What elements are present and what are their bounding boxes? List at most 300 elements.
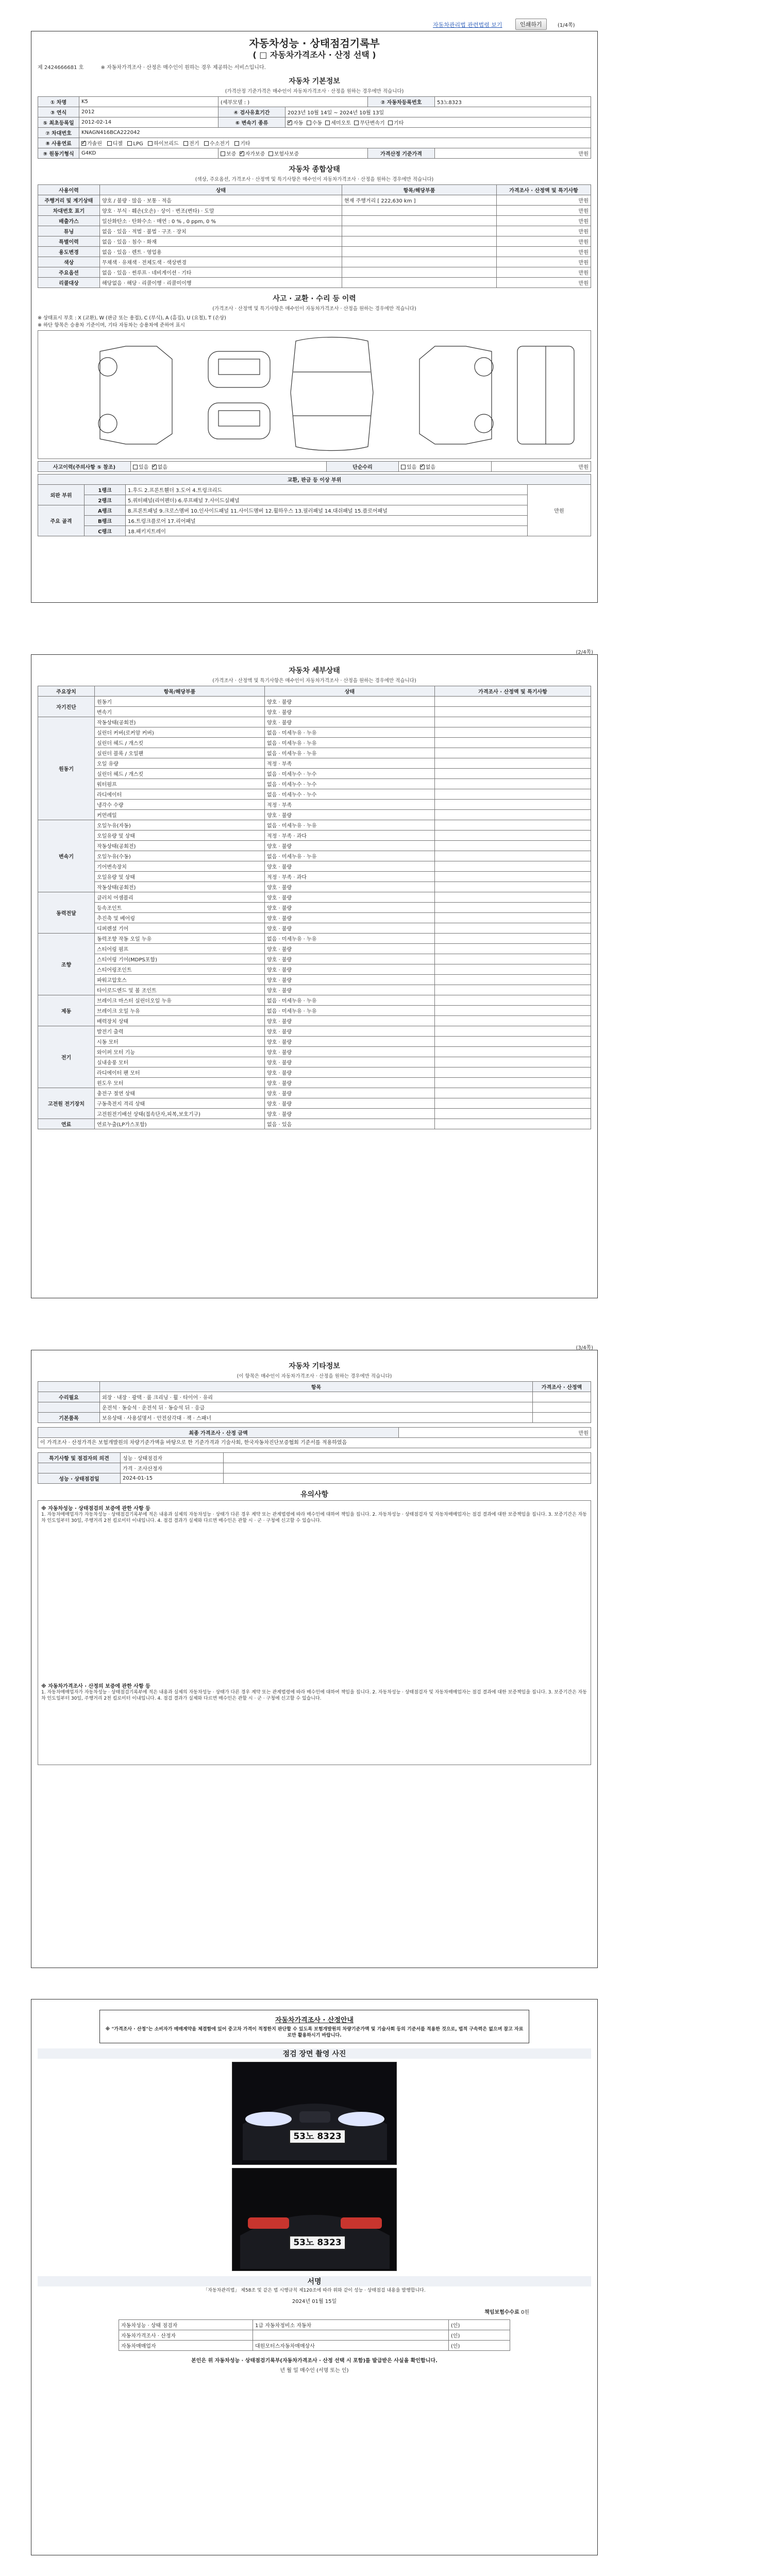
rankA-items: 8.프론트패널 9.크로스멤버 10.인사이드패널 11.사이드멤버 12.휠하우스 13.필러패널 14.대쉬패널 15.플로어패널 bbox=[126, 505, 528, 515]
detail-row bbox=[38, 934, 591, 944]
rankB-items: 16.트렁크플로어 17.리어패널 bbox=[126, 515, 528, 526]
detail-row bbox=[38, 820, 591, 831]
detail-item-label: 오일유량 및 상태 bbox=[95, 872, 265, 882]
inspect-date-label: 성능 · 상태점검일 bbox=[38, 1473, 121, 1484]
detail-item-price bbox=[435, 913, 591, 923]
detail-item-label: 오일 유량 bbox=[95, 758, 265, 769]
detail-row bbox=[38, 1067, 591, 1078]
detail-group-label: 연료 bbox=[38, 1119, 95, 1129]
status-table bbox=[38, 184, 591, 288]
remarks-heading: 유의사항 bbox=[300, 1490, 329, 1499]
fee-value: 0원 bbox=[520, 2310, 529, 2316]
detail-item-state: 없음 · 미세누유 · 누유 bbox=[265, 1006, 435, 1016]
detail-row bbox=[38, 903, 591, 913]
detail-item-state: 양호 · 불량 bbox=[265, 1057, 435, 1067]
detail-item-price bbox=[435, 995, 591, 1006]
car-rear-image bbox=[232, 2168, 397, 2271]
detail-item-price bbox=[435, 727, 591, 738]
status-row: 주행거리 및 계기상태 양호 / 불량 · 많음 · 보통 · 적음 현재 주행거리 [ 222,630 km ] 만원 bbox=[38, 195, 591, 205]
detail-row bbox=[38, 1006, 591, 1016]
inspector-label: 성능 · 상태점검자 bbox=[121, 1453, 224, 1463]
value-insp: 2023년 10월 14일 ~ 2024년 10월 13일 bbox=[285, 107, 591, 117]
detail-item-price bbox=[435, 748, 591, 758]
status-heading: 자동차 종합상태 bbox=[289, 165, 340, 174]
detail-item-label: 파워고압호스 bbox=[95, 975, 265, 985]
detail-row bbox=[38, 1016, 591, 1026]
detail-head-2: 상태 bbox=[265, 686, 435, 697]
other-row: 운전석 · 동승석 · 운전석 뒤 · 동승석 뒤 · 응급 bbox=[38, 1402, 591, 1413]
detail-row bbox=[38, 748, 591, 758]
detail-item-price bbox=[435, 1006, 591, 1016]
fuel-etc-check[interactable] bbox=[234, 141, 239, 146]
inspect-date-value: 2024-01-15 bbox=[121, 1473, 224, 1484]
status-row: 차대번호 표기 양호 · 부식 · 훼손(오손) · 상이 · 변조(변타) · 도말 만원 bbox=[38, 205, 591, 215]
detail-row bbox=[38, 1026, 591, 1037]
other-head-item: 항목 bbox=[100, 1382, 533, 1392]
detail-item-label: 커먼레일 bbox=[95, 810, 265, 820]
value-vin: KNAGN416BCA222042 bbox=[79, 127, 591, 138]
fuel-electric-check[interactable] bbox=[183, 141, 188, 146]
front-photo bbox=[232, 2062, 397, 2165]
detail-item-state: 없음 · 미세누수 · 누수 bbox=[265, 779, 435, 789]
page-1-sheet bbox=[31, 31, 598, 603]
final-price-note: 이 가격조사 · 산정가격은 보험개발원의 차량기준가액을 바탕으로 한 기준가격과 기술사회, 한국자동차진단보증협회 기준서를 적용하였음 bbox=[38, 1438, 591, 1448]
detail-item-state: 양호 · 불량 bbox=[265, 1047, 435, 1057]
basic-info-note: (가격산정 기준가격은 매수인이 자동차가격조사 · 산정을 원하는 경우에만 적습니다) bbox=[225, 88, 404, 94]
rankC-label: C랭크 bbox=[85, 526, 126, 536]
simple-repair-label: 단순수리 bbox=[327, 461, 399, 471]
label-plate: ② 자동차등록번호 bbox=[368, 96, 435, 107]
detail-item-state: 없음 · 있음 bbox=[265, 1119, 435, 1129]
frame-head: 교환, 판금 등 이상 부위 bbox=[38, 474, 591, 484]
label-year: ③ 연식 bbox=[38, 107, 79, 117]
signer-row: 자동차성능 · 상태 점검자 1급 자동차정비소 자동차 (인) bbox=[119, 2320, 510, 2330]
detail-item-price bbox=[435, 944, 591, 954]
detail-item-price bbox=[435, 1057, 591, 1067]
detail-row bbox=[38, 1037, 591, 1047]
other-info-heading: 자동차 기타정보 bbox=[289, 1362, 340, 1370]
detail-item-price bbox=[435, 1037, 591, 1047]
main-frame-label: 주요 골격 bbox=[38, 505, 85, 536]
detail-item-label: 변속기 bbox=[95, 707, 265, 717]
detail-item-state: 양호 · 불량 bbox=[265, 1037, 435, 1047]
accident-legend-2: ※ 하단 항목은 승용차 기준이며, 기타 자동차는 승용차에 준하여 표시 bbox=[38, 322, 185, 328]
repair-no-check[interactable] bbox=[420, 465, 425, 469]
detail-row bbox=[38, 1047, 591, 1057]
detail-head-0: 주요장치 bbox=[38, 686, 95, 697]
detail-group-label: 동력전달 bbox=[38, 892, 95, 934]
detail-item-label: 추진축 및 베어링 bbox=[95, 913, 265, 923]
detail-item-price bbox=[435, 800, 591, 810]
fuel-gasoline-check[interactable] bbox=[81, 141, 86, 146]
buyer-confirm-text: 본인은 위 자동차성능 · 상태점검기록부(자동차가격조사 · 산정 선택 시 포함)를 발급받은 사실을 확인합니다. bbox=[191, 2358, 438, 2364]
status-head-0: 사용이력 bbox=[38, 184, 100, 195]
detail-row bbox=[38, 800, 591, 810]
detail-item-price bbox=[435, 841, 591, 851]
signature-heading: 서명 bbox=[38, 2276, 591, 2286]
top-note: ※ 자동차가격조사 · 산정은 매수인이 원하는 경우 제공하는 서비스입니다. bbox=[100, 64, 266, 71]
simple-repair-value: 있음 ✓ 없음 bbox=[399, 461, 492, 471]
label-trans: ⑥ 변속기 종류 bbox=[219, 117, 285, 127]
other-head-price: 가격조사 · 산정액 bbox=[533, 1382, 591, 1392]
other-row: 수리필요 외장 · 내장 · 광택 · 룸 크리닝 · 휠 · 타이어 · 유리 bbox=[38, 1392, 591, 1402]
accident-legend: ※ 상태표시 부호 : X (교환), W (판금 또는 용접), C (부식), A (흠집), U (요철), T (손상) bbox=[38, 315, 226, 321]
detail-item-label: 냉각수 수량 bbox=[95, 800, 265, 810]
detail-row bbox=[38, 727, 591, 738]
value-fuel: ✓ 가솔린 디젤 LPG 하이브리드 전기 수소전기 기타 bbox=[79, 138, 591, 148]
detail-item-state: 양호 · 불량 bbox=[265, 1088, 435, 1098]
label-insp: ④ 검사유효기간 bbox=[219, 107, 285, 117]
detail-item-state: 양호 · 불량 bbox=[265, 841, 435, 851]
detail-item-price bbox=[435, 1047, 591, 1057]
detail-item-price bbox=[435, 1088, 591, 1098]
detail-item-label: 스티어링 기어(MDPS포함) bbox=[95, 954, 265, 964]
trans-cvt-check[interactable] bbox=[354, 121, 359, 125]
status-row: 배출가스 일산화탄소 · 탄화수소 · 매연 : 0 % , 0 ppm, 0 % 만원 bbox=[38, 215, 591, 226]
car-front-image bbox=[232, 2062, 397, 2165]
status-note: (색상, 주요옵션, 가격조사 · 산정액 및 특기사항은 매수인이 자동차가격조사 · 산정을 원하는 경우에만 적습니다) bbox=[195, 176, 434, 182]
detail-item-state: 양호 · 불량 bbox=[265, 810, 435, 820]
detail-row bbox=[38, 944, 591, 954]
detail-item-label: 스티어링 펌프 bbox=[95, 944, 265, 954]
detail-item-price bbox=[435, 831, 591, 841]
detail-row bbox=[38, 985, 591, 995]
detail-item-label: 실린더 헤드 / 개스킷 bbox=[95, 769, 265, 779]
rank1-label: 1랭크 bbox=[85, 484, 126, 495]
status-row: 색상 무채색 · 유채색 · 전체도색 · 색상변경 만원 bbox=[38, 257, 591, 267]
detail-item-label: 브레이크 오일 누유 bbox=[95, 1006, 265, 1016]
rankA-label: A랭크 bbox=[85, 505, 126, 515]
detail-row bbox=[38, 697, 591, 707]
detail-item-label: 발전기 출력 bbox=[95, 1026, 265, 1037]
value-first-reg: 2012-02-14 bbox=[79, 117, 219, 127]
detail-item-state: 없음 · 미세누유 · 누유 bbox=[265, 995, 435, 1006]
detail-item-price bbox=[435, 923, 591, 934]
detail-item-label: 디퍼렌셜 기어 bbox=[95, 923, 265, 934]
detail-item-state: 양호 · 불량 bbox=[265, 861, 435, 872]
doc-number: 제 2424666681 호 bbox=[38, 64, 84, 71]
detail-item-state: 없음 · 미세누유 · 누유 bbox=[265, 851, 435, 861]
remarks-a-title: ※ 자동차성능 · 상태점검의 보증에 관한 사항 등 bbox=[41, 1506, 150, 1512]
detail-item-label: 클러치 어셈블리 bbox=[95, 892, 265, 903]
label-engine: ⑨ 원동기형식 bbox=[38, 148, 79, 158]
warranty-insurer-check[interactable] bbox=[268, 151, 273, 156]
page-title: 자동차성능 · 상태점검기록부 bbox=[249, 37, 380, 49]
label-first-reg: ⑤ 최초등록일 bbox=[38, 117, 79, 127]
detail-item-state: 없음 · 미세누유 · 누유 bbox=[265, 748, 435, 758]
detail-item-price bbox=[435, 964, 591, 975]
page-3-sheet bbox=[31, 1345, 598, 1968]
detail-item-state: 양호 · 불량 bbox=[265, 707, 435, 717]
fuel-hybrid-check[interactable] bbox=[148, 141, 153, 146]
detail-note: (가격조사 · 산정액 및 특기사항은 매수인이 자동차가격조사 · 산정을 원하는 경우에만 적습니다) bbox=[212, 678, 416, 684]
detail-row bbox=[38, 872, 591, 882]
fuel-diesel-check[interactable] bbox=[107, 141, 112, 146]
frame-unit: 만원 bbox=[528, 484, 591, 536]
detail-item-label: 작동상태(공회전) bbox=[95, 841, 265, 851]
detail-group-label: 조향 bbox=[38, 934, 95, 995]
status-head-1: 상태 bbox=[100, 184, 342, 195]
detail-item-state: 양호 · 불량 bbox=[265, 1016, 435, 1026]
detail-item-label: 배력장치 상태 bbox=[95, 1016, 265, 1026]
front-plate: 53노 8323 bbox=[289, 2129, 346, 2144]
detail-item-price bbox=[435, 892, 591, 903]
page-number-2: (2/4쪽) bbox=[576, 650, 593, 655]
detail-item-label: 원동기 bbox=[95, 697, 265, 707]
detail-item-price bbox=[435, 1067, 591, 1078]
final-price-table bbox=[38, 1427, 591, 1448]
detail-row bbox=[38, 707, 591, 717]
detail-item-price bbox=[435, 934, 591, 944]
detail-row bbox=[38, 738, 591, 748]
accident-history-value: 있음 ✓ 없음 bbox=[131, 461, 327, 471]
detail-item-price bbox=[435, 769, 591, 779]
detail-item-state: 양호 · 불량 bbox=[265, 882, 435, 892]
status-head-2: 항목/해당부품 bbox=[342, 184, 497, 195]
detail-item-state: 적정 · 부족 · 과다 bbox=[265, 831, 435, 841]
detail-item-state: 양호 · 불량 bbox=[265, 1109, 435, 1119]
detail-item-label: 타이로드엔드 및 볼 조인트 bbox=[95, 985, 265, 995]
detail-group-label: 자기진단 bbox=[38, 697, 95, 717]
detail-item-price bbox=[435, 717, 591, 727]
detail-item-label: 워터펌프 bbox=[95, 779, 265, 789]
detail-item-label: 라디에이터 bbox=[95, 789, 265, 800]
detail-item-price bbox=[435, 820, 591, 831]
price-guide-text: ※ "가격조사 · 산정"는 소비자가 매매계약을 체결함에 있어 중고차 가격이 적정한지 판단할 수 있도록 보험개발원의 차량기준가액 및 기술사회 등의 기준서를 적용한 것으로, 법적 구속력은 없으며 참고 자료로만 활용하시기 바랍니다. bbox=[105, 2027, 524, 2039]
detail-item-state: 양호 · 불량 bbox=[265, 913, 435, 923]
value-trans: ✓ 자동 수동 세미오토 무단변속기 기타 bbox=[285, 117, 591, 127]
detail-item-label: 실내송풍 모터 bbox=[95, 1057, 265, 1067]
detail-group-label: 원동기 bbox=[38, 717, 95, 820]
signature-text: 「자동차관리법」 제58조 및 같은 법 시행규칙 제120조에 따라 위와 같이 성능 · 상태점검 내용을 발행합니다. bbox=[203, 2288, 426, 2294]
outer-panel-label: 외판 부위 bbox=[38, 484, 85, 505]
fuel-hydrogen-check[interactable] bbox=[204, 141, 209, 146]
detail-item-label: 고전원전기배선 상태(접속단자,피복,보호기구) bbox=[95, 1109, 265, 1119]
detail-group-label: 변속기 bbox=[38, 820, 95, 892]
status-row: 리콜대상 해당없음 · 해당 · 리콜이행 · 리콜미이행 만원 bbox=[38, 277, 591, 287]
detail-row bbox=[38, 1119, 591, 1129]
detail-item-price bbox=[435, 1119, 591, 1129]
detail-row bbox=[38, 861, 591, 872]
page-subtitle: ( □ 자동차가격조사 · 산정 선택 ) bbox=[253, 50, 376, 60]
accident-note: (가격조사 · 산정액 및 특기사항은 매수인이 자동차가격조사 · 산정을 원하는 경우에만 적습니다) bbox=[212, 306, 416, 312]
detail-item-price bbox=[435, 779, 591, 789]
label-name: ① 차명 bbox=[38, 96, 79, 107]
accident-heading: 사고 · 교환 · 수리 등 이력 bbox=[273, 294, 356, 303]
rank2-label: 2랭크 bbox=[85, 495, 126, 505]
status-row: 튜닝 없음 · 있음 · 적법 · 불법 · 구조 · 장치 만원 bbox=[38, 226, 591, 236]
detail-item-state: 양호 · 불량 bbox=[265, 975, 435, 985]
detail-item-state: 양호 · 불량 bbox=[265, 697, 435, 707]
accident-no-check[interactable] bbox=[152, 465, 157, 469]
detail-item-price bbox=[435, 738, 591, 748]
detail-row bbox=[38, 779, 591, 789]
detail-item-price bbox=[435, 975, 591, 985]
detail-item-state: 양호 · 불량 bbox=[265, 954, 435, 964]
rankC-items: 18.패키지트레이 bbox=[126, 526, 528, 536]
detail-item-state: 양호 · 불량 bbox=[265, 944, 435, 954]
detail-item-label: 브레이크 마스터 실린더오일 누유 bbox=[95, 995, 265, 1006]
detail-item-price bbox=[435, 789, 591, 800]
detail-row bbox=[38, 758, 591, 769]
detail-item-state: 양호 · 불량 bbox=[265, 985, 435, 995]
detail-item-state: 양호 · 불량 bbox=[265, 1078, 435, 1088]
detail-item-state: 없음 · 미세누유 · 누유 bbox=[265, 727, 435, 738]
detail-item-state: 양호 · 불량 bbox=[265, 1098, 435, 1109]
detail-row bbox=[38, 769, 591, 779]
print-button[interactable]: 인쇄하기 bbox=[515, 19, 547, 30]
detail-item-price bbox=[435, 1098, 591, 1109]
detail-item-price bbox=[435, 954, 591, 964]
accident-yes-check[interactable] bbox=[133, 465, 138, 469]
label-vin: ⑦ 차대번호 bbox=[38, 127, 79, 138]
signer-row: 자동차매매업자 대원모터스자동차매매상사 (인) bbox=[119, 2341, 510, 2351]
remarks-a-text: 1. 자동차매매업자가 자동차성능 · 상태점검기록부에 적은 내용과 실제의 자동차성능 · 상태가 다른 경우 계약 또는 관계법령에 따라 매수인에 대하여 책임을 집니다. 2. 자동차성능 · 상태점검자 및 자동차매매업자는 점검 결과에 대한 보증책임을 집니다. 3. 보증기간은 자동차 인도일부터 30일, 주행거리 2천 킬로미터 이내입니다. 4. 점검 결과가 실제와 다르면 매수인은 관할 시 · 군 · 구청에 신고할 수 있습니다. bbox=[41, 1512, 587, 1524]
detail-item-label: 오일누유(자동) bbox=[95, 820, 265, 831]
detail-item-label: 라디에이터 팬 모터 bbox=[95, 1067, 265, 1078]
detail-row bbox=[38, 964, 591, 975]
detail-item-label: 실린더 블록 / 오일팬 bbox=[95, 748, 265, 758]
detail-item-label: 윈도우 모터 bbox=[95, 1078, 265, 1088]
signer-row: 자동차가격조사 · 산정자 (인) bbox=[119, 2330, 510, 2341]
status-row: 특별이력 없음 · 있음 · 침수 · 화재 만원 bbox=[38, 236, 591, 246]
detail-item-state: 양호 · 불량 bbox=[265, 923, 435, 934]
detail-row bbox=[38, 789, 591, 800]
value-engine: G4KD bbox=[79, 148, 219, 158]
help-link[interactable]: 자동차관리법 관련법령 보기 bbox=[433, 22, 502, 28]
repair-yes-check[interactable] bbox=[401, 465, 406, 469]
detail-item-label: 작동상태(공회전) bbox=[95, 882, 265, 892]
detail-item-price bbox=[435, 851, 591, 861]
detail-item-price bbox=[435, 697, 591, 707]
status-head-3: 가격조사 · 산정액 및 특기사항 bbox=[497, 184, 591, 195]
detail-item-state: 양호 · 불량 bbox=[265, 1026, 435, 1037]
buyer-sign-line: 년 월 일 매수인 (서명 또는 인) bbox=[280, 2368, 349, 2374]
detail-row bbox=[38, 841, 591, 851]
detail-item-price bbox=[435, 758, 591, 769]
accident-table bbox=[38, 461, 591, 472]
detail-row bbox=[38, 1057, 591, 1067]
warranty-self-check[interactable] bbox=[240, 151, 244, 156]
page-number-3: (3/4쪽) bbox=[576, 1345, 593, 1351]
detail-item-state: 없음 · 미세누유 · 누유 bbox=[265, 738, 435, 748]
rank1-items: 1.후드 2.프론트휀더 3.도어 4.트렁크리드 bbox=[126, 484, 528, 495]
detail-head-3: 가격조사 · 산정액 및 특기사항 bbox=[435, 686, 591, 697]
signature-date: 2024년 01월 15일 bbox=[292, 2299, 337, 2305]
detail-item-label: 시동 모터 bbox=[95, 1037, 265, 1047]
detail-row bbox=[38, 1098, 591, 1109]
value-warranty: 보증 ✓ 자가보증 보험사보증 bbox=[219, 148, 368, 158]
detail-item-label: 실린더 헤드 / 개스킷 bbox=[95, 738, 265, 748]
fee-label: 책임보험수수료 bbox=[484, 2310, 519, 2316]
detail-row bbox=[38, 882, 591, 892]
opinion-label: 특기사항 및 점검자의 의견 bbox=[38, 1453, 121, 1463]
warranty-none-check[interactable] bbox=[221, 151, 225, 156]
fuel-lpg-check[interactable] bbox=[127, 141, 132, 146]
page-4-sheet bbox=[31, 1999, 598, 2555]
detail-item-state: 양호 · 불량 bbox=[265, 903, 435, 913]
detail-row bbox=[38, 1109, 591, 1119]
detail-item-state: 없음 · 미세누유 · 누유 bbox=[265, 934, 435, 944]
value-plate: 53노8323 bbox=[435, 96, 591, 107]
rank2-items: 5.쿼터패널(리어펜더) 6.루프패널 7.사이드실패널 bbox=[126, 495, 528, 505]
value-year: 2012 bbox=[79, 107, 219, 117]
rankB-label: B랭크 bbox=[85, 515, 126, 526]
detail-item-label: 구동축전지 격리 상태 bbox=[95, 1098, 265, 1109]
trans-auto-check[interactable] bbox=[288, 121, 292, 125]
rear-plate: 53노 8323 bbox=[289, 2235, 346, 2250]
detail-item-label: 동력조향 작동 오일 누유 bbox=[95, 934, 265, 944]
detail-row bbox=[38, 810, 591, 820]
detail-item-label: 실린더 커버(로커암 커버) bbox=[95, 727, 265, 738]
detail-item-label: 등속조인트 bbox=[95, 903, 265, 913]
detail-item-price bbox=[435, 1078, 591, 1088]
inspector-table bbox=[38, 1452, 591, 1484]
detail-item-label: 오일누유(수동) bbox=[95, 851, 265, 861]
photo-heading: 점검 장면 촬영 사진 bbox=[38, 2048, 591, 2059]
page-2-sheet bbox=[31, 650, 598, 1298]
value-price-unit: 만원 bbox=[435, 148, 591, 158]
detail-item-state: 양호 · 불량 bbox=[265, 1067, 435, 1078]
detail-item-price bbox=[435, 1016, 591, 1026]
detail-row bbox=[38, 851, 591, 861]
other-info-note: (이 항목은 매수인이 자동차가격조사 · 산정을 원하는 경우에만 적습니다) bbox=[237, 1374, 392, 1379]
detail-item-price bbox=[435, 707, 591, 717]
detail-item-price bbox=[435, 861, 591, 872]
frame-table bbox=[38, 474, 591, 536]
trans-semi-check[interactable] bbox=[325, 121, 330, 125]
detail-item-state: 양호 · 불량 bbox=[265, 717, 435, 727]
detail-head-1: 항목/해당부품 bbox=[95, 686, 265, 697]
basic-info-table bbox=[38, 96, 591, 159]
detail-item-state: 양호 · 불량 bbox=[265, 964, 435, 975]
detail-item-state: 적정 · 부족 bbox=[265, 758, 435, 769]
status-row: 용도변경 없음 · 있음 · 렌트 · 영업용 만원 bbox=[38, 246, 591, 257]
trans-manual-check[interactable] bbox=[307, 121, 311, 125]
detail-item-label: 와이퍼 모터 기능 bbox=[95, 1047, 265, 1057]
detail-item-price bbox=[435, 1109, 591, 1119]
detail-row bbox=[38, 1088, 591, 1098]
detail-item-state: 없음 · 미세누수 · 누수 bbox=[265, 789, 435, 800]
detail-item-state: 적정 · 부족 bbox=[265, 800, 435, 810]
detail-row bbox=[38, 892, 591, 903]
detail-row bbox=[38, 975, 591, 985]
detail-item-state: 없음 · 미세누수 · 누수 bbox=[265, 769, 435, 779]
accident-unit: 만원 bbox=[492, 461, 591, 471]
detail-item-state: 양호 · 불량 bbox=[265, 892, 435, 903]
detail-item-state: 없음 · 미세누유 · 누유 bbox=[265, 820, 435, 831]
basic-info-heading: 자동차 기본정보 bbox=[289, 77, 340, 86]
page-number-1: (1/4쪽) bbox=[558, 23, 575, 28]
detail-item-label: 기어변속장치 bbox=[95, 861, 265, 872]
detail-item-state: 적정 · 부족 · 과다 bbox=[265, 872, 435, 882]
detail-item-label: 오일유량 및 상태 bbox=[95, 831, 265, 841]
label-fuel: ⑧ 사용연료 bbox=[38, 138, 79, 148]
other-row: 기본품목 보유상태 · 사용설명서 · 안전삼각대 · 잭 · 스패너 bbox=[38, 1413, 591, 1423]
status-row: 주요옵션 없음 · 있음 · 썬루프 · 네비게이션 · 기타 만원 bbox=[38, 267, 591, 277]
detail-item-label: 충전구 절연 상태 bbox=[95, 1088, 265, 1098]
detail-row bbox=[38, 717, 591, 727]
car-outline-drawing bbox=[38, 331, 592, 459]
detail-item-label: 작동상태(공회전) bbox=[95, 717, 265, 727]
detail-item-price bbox=[435, 810, 591, 820]
detail-group-label: 고전원 전기장치 bbox=[38, 1088, 95, 1119]
detail-item-price bbox=[435, 872, 591, 882]
trans-etc-check[interactable] bbox=[388, 121, 393, 125]
detail-row bbox=[38, 913, 591, 923]
detail-item-price bbox=[435, 903, 591, 913]
detail-item-price bbox=[435, 882, 591, 892]
